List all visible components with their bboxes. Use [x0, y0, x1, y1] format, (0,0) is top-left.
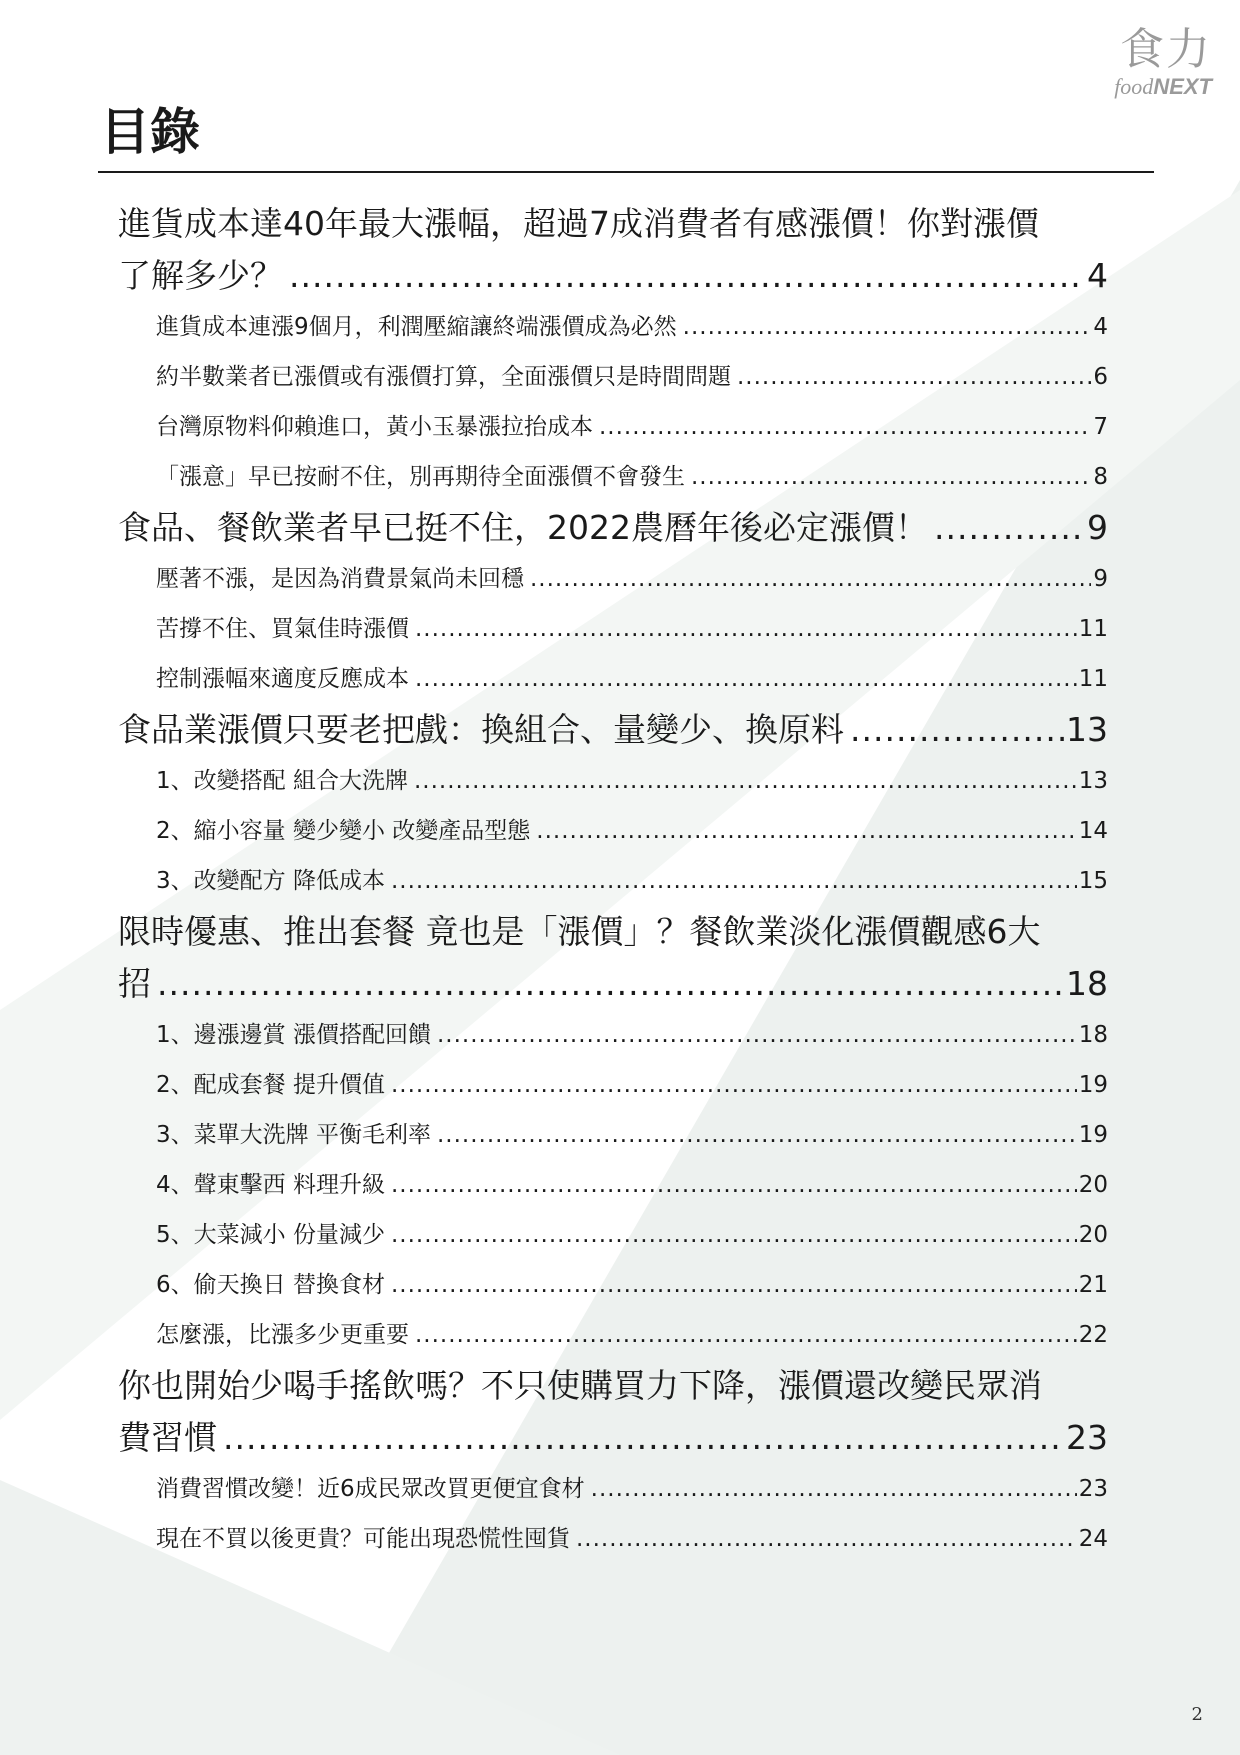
toc-page-number: 23: [1066, 1418, 1108, 1457]
toc-chapter-entry[interactable]: [118, 704, 1108, 756]
toc-entry-row: [156, 1060, 1108, 1110]
toc-page-number: 20: [1078, 1222, 1108, 1248]
dot-leader: [157, 958, 1064, 1010]
toc-section-entry[interactable]: [118, 302, 1108, 352]
toc-entry-row: [156, 1160, 1108, 1210]
toc-entry-row: [156, 554, 1108, 604]
toc-page-number: 11: [1078, 666, 1108, 692]
dot-leader: [683, 302, 1092, 352]
foodnext-logo: [1114, 26, 1212, 98]
toc-entry-title: 苦撐不住、買氣佳時漲價: [156, 616, 409, 642]
toc-section-entry[interactable]: [118, 1060, 1108, 1110]
toc-entry-title: 1、邊漲邊賞 漲價搭配回饋: [156, 1022, 431, 1048]
toc-entry-title: 壓著不漲，是因為消費景氣尚未回穩: [156, 566, 524, 592]
toc-entry-title: 3、改變配方 降低成本: [156, 868, 385, 894]
logo-english-text: [1114, 76, 1212, 98]
toc-page-number: 15: [1078, 868, 1108, 894]
toc-entry-row: [156, 302, 1108, 352]
toc-entry-title: 6、偷天換日 替換食材: [156, 1272, 385, 1298]
dot-leader: [391, 1210, 1077, 1260]
toc-section-entry[interactable]: [118, 756, 1108, 806]
toc-page-number: 7: [1093, 414, 1108, 440]
toc-section-entry[interactable]: [118, 1310, 1108, 1360]
dot-leader: [391, 1060, 1077, 1110]
toc-entry-title: 進貨成本連漲9個月，利潤壓縮讓終端漲價成為必然: [156, 314, 677, 340]
toc-chapter-entry[interactable]: [118, 502, 1108, 554]
dot-leader: [415, 1310, 1077, 1360]
dot-leader: [934, 502, 1085, 554]
toc-page-number: 23: [1078, 1476, 1108, 1502]
toc-entry-title: 1、改變搭配 組合大洗牌: [156, 768, 408, 794]
toc-page-number: 8: [1093, 464, 1108, 490]
toc-entry-title: 招: [118, 964, 151, 1003]
toc-entry-title: 「漲意」早已按耐不住，別再期待全面漲價不會發生: [156, 464, 685, 490]
toc-entry-row: [156, 352, 1108, 402]
toc-section-entry[interactable]: [118, 1010, 1108, 1060]
toc-entry-row: [156, 604, 1108, 654]
toc-section-entry[interactable]: [118, 654, 1108, 704]
dot-leader: [223, 1412, 1064, 1464]
toc-page-number: 9: [1087, 508, 1108, 547]
toc-entry-title: 3、菜單大洗牌 平衡毛利率: [156, 1122, 431, 1148]
toc-entry-row: [156, 856, 1108, 906]
toc-entry-title: 食品、餐飲業者早已挺不住，2022農曆年後必定漲價！: [118, 508, 928, 547]
toc-chapter-entry[interactable]: [118, 198, 1108, 302]
toc-page-number: 6: [1093, 364, 1108, 390]
toc-entry-title: 現在不買以後更貴？可能出現恐慌性囤貨: [156, 1526, 570, 1552]
toc-page-number: 21: [1078, 1272, 1108, 1298]
toc-section-entry[interactable]: [118, 1160, 1108, 1210]
toc-entry-title: 控制漲幅來適度反應成本: [156, 666, 409, 692]
toc-entry-row: [156, 1260, 1108, 1310]
toc-entry-row: [156, 1514, 1108, 1564]
toc-page-number: 24: [1078, 1526, 1108, 1552]
dot-leader: [576, 1514, 1077, 1564]
dot-leader: [414, 756, 1077, 806]
toc-section-entry[interactable]: [118, 1110, 1108, 1160]
logo-en-prefix: food: [1114, 74, 1154, 99]
dot-leader: [737, 352, 1091, 402]
dot-leader: [591, 1464, 1077, 1514]
toc-chapter-entry[interactable]: [118, 1360, 1108, 1464]
toc-entry-row: [118, 1412, 1108, 1464]
toc-page-number: 22: [1078, 1322, 1108, 1348]
dot-leader: [437, 1010, 1077, 1060]
toc-entry-row: [156, 654, 1108, 704]
toc-entry-title-line: 限時優惠、推出套餐 竟也是「漲價」？餐飲業淡化漲價觀感6大: [118, 912, 1041, 951]
logo-en-suffix: NEXT: [1153, 74, 1212, 99]
toc-entry-row: [156, 756, 1108, 806]
toc-page-number: 11: [1078, 616, 1108, 642]
toc-page-number: 19: [1078, 1072, 1108, 1098]
table-of-contents: [118, 198, 1108, 1564]
toc-page-number: 18: [1066, 964, 1108, 1003]
toc-entry-title-line: 進貨成本達40年最大漲幅，超過7成消費者有感漲價！你對漲價: [118, 204, 1039, 243]
toc-page-number: 13: [1066, 710, 1108, 749]
toc-page-number: 19: [1078, 1122, 1108, 1148]
dot-leader: [599, 402, 1091, 452]
toc-entry-title: 5、大菜減小 份量減少: [156, 1222, 385, 1248]
logo-chinese-text: 食力: [1120, 24, 1212, 75]
toc-page-number: 4: [1087, 256, 1108, 295]
toc-entry-title: 約半數業者已漲價或有漲價打算，全面漲價只是時間問題: [156, 364, 731, 390]
toc-entry-title-line: 你也開始少喝手搖飲嗎？不只使購買力下降，漲價還改變民眾消: [118, 1366, 1042, 1405]
toc-section-entry[interactable]: [118, 856, 1108, 906]
toc-section-entry[interactable]: [118, 1514, 1108, 1564]
toc-entry-title: 台灣原物料仰賴進口，黃小玉暴漲拉抬成本: [156, 414, 593, 440]
dot-leader: [536, 806, 1076, 856]
toc-section-entry[interactable]: [118, 1464, 1108, 1514]
dot-leader: [415, 604, 1077, 654]
toc-entry-row: [118, 502, 1108, 554]
toc-section-entry[interactable]: [118, 554, 1108, 604]
toc-page-number: 9: [1093, 566, 1108, 592]
toc-entry-title: 2、配成套餐 提升價值: [156, 1072, 385, 1098]
dot-leader: [391, 1260, 1077, 1310]
toc-entry-title: 食品業漲價只要老把戲：換組合、量變少、換原料: [118, 710, 844, 749]
dot-leader: [415, 654, 1077, 704]
toc-entry-row: [156, 402, 1108, 452]
dot-leader: [391, 856, 1077, 906]
page-title: 目錄: [100, 102, 200, 161]
dot-leader: [691, 452, 1091, 502]
toc-entry-title: 費習慣: [118, 1418, 217, 1457]
dot-leader: [289, 250, 1085, 302]
toc-entry-row: [118, 704, 1108, 756]
toc-entry-title: 4、聲東擊西 料理升級: [156, 1172, 385, 1198]
toc-section-entry[interactable]: [118, 1260, 1108, 1310]
toc-entry-row: [156, 806, 1108, 856]
toc-section-entry[interactable]: [118, 1210, 1108, 1260]
toc-page-number: 18: [1078, 1022, 1108, 1048]
toc-entry-row: [156, 1010, 1108, 1060]
toc-page-number: 4: [1093, 314, 1108, 340]
dot-leader: [850, 704, 1064, 756]
toc-section-entry[interactable]: [118, 604, 1108, 654]
toc-entry-title: 2、縮小容量 變少變小 改變產品型態: [156, 818, 531, 844]
toc-entry-row: [156, 1110, 1108, 1160]
toc-entry-row: [156, 1310, 1108, 1360]
toc-entry-title: 消費習慣改變！近6成民眾改買更便宜食材: [156, 1476, 585, 1502]
toc-page-number: 13: [1078, 768, 1108, 794]
toc-entry-row: [156, 452, 1108, 502]
toc-entry-row: [156, 1210, 1108, 1260]
page-number: 2: [1191, 1704, 1203, 1725]
toc-entry-title: 怎麼漲，比漲多少更重要: [156, 1322, 409, 1348]
toc-entry-row: [118, 958, 1108, 1010]
title-divider: [98, 171, 1154, 173]
toc-page-number: 20: [1078, 1172, 1108, 1198]
toc-entry-row: [118, 250, 1108, 302]
toc-section-entry[interactable]: [118, 352, 1108, 402]
dot-leader: [437, 1110, 1077, 1160]
dot-leader: [530, 554, 1091, 604]
toc-section-entry[interactable]: [118, 402, 1108, 452]
dot-leader: [391, 1160, 1077, 1210]
toc-chapter-entry[interactable]: [118, 906, 1108, 1010]
toc-entry-title: 了解多少？: [118, 256, 283, 295]
toc-section-entry[interactable]: [118, 806, 1108, 856]
toc-section-entry[interactable]: [118, 452, 1108, 502]
toc-entry-row: [156, 1464, 1108, 1514]
toc-page-number: 14: [1078, 818, 1108, 844]
